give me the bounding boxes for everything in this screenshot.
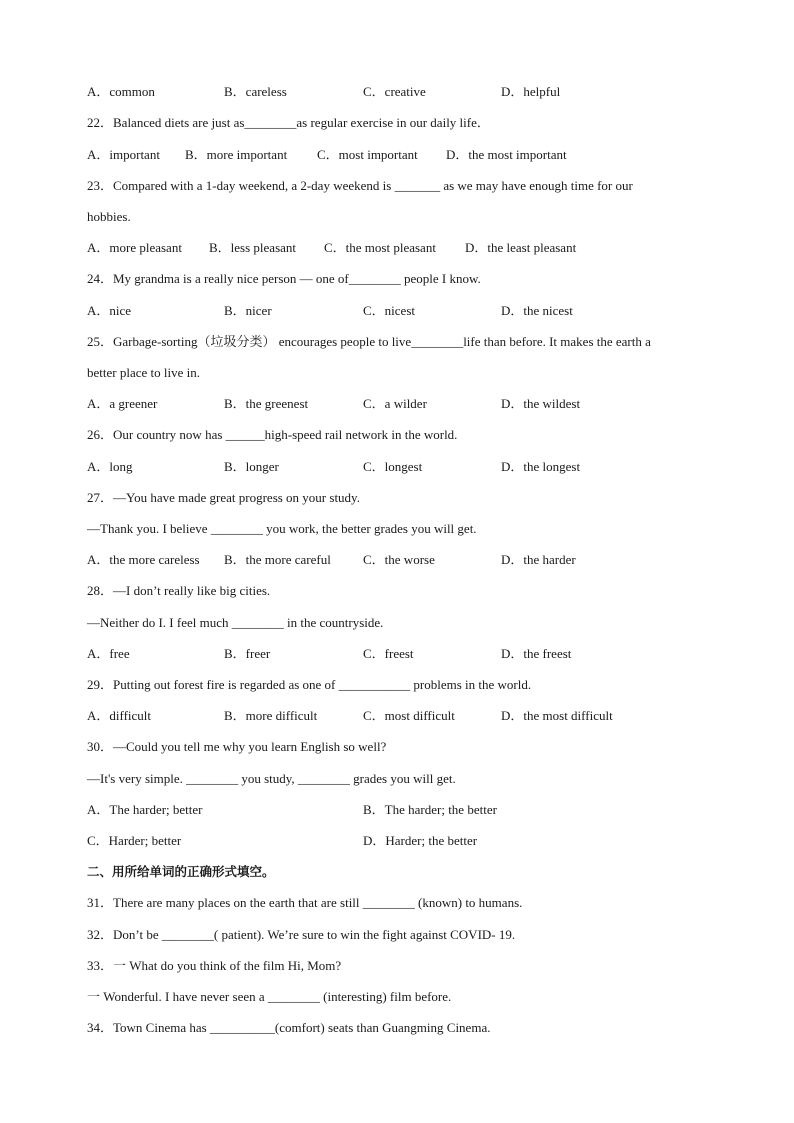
q22-option-a: A．important [87,147,160,162]
q23-option-d: D．the least pleasant [465,240,577,255]
q27-stem-continued: —Thank you. I believe ________ you work, the better grades you will get. [87,521,477,536]
q26-option-a: A．long [87,459,133,474]
q29-stem: 29．Putting out forest fire is regarded as one of ___________ problems in the world. [87,677,532,692]
q22-stem: 22．Balanced diets are just as________as regular exercise in our daily life． [87,115,490,130]
q30-stem: 30．—Could you tell me why you learn English so well? [87,739,387,754]
q28-stem: 28．—I don’t really like big cities. [87,583,271,598]
q24-option-a: A．nice [87,303,132,318]
q33-stem-continued: 一 Wonderful. I have never seen a ________ (interesting) film before. [87,989,452,1004]
q29-option-c: C．most difficult [363,708,455,723]
q21-option-c: C．creative [363,84,426,99]
q29-option-a: A．difficult [87,708,152,723]
q24-stem: 24．My grandma is a really nice person — one of________ people I know. [87,271,481,286]
q29-options [87,708,727,724]
q27-stem: 27．—You have made great progress on your study. [87,490,360,505]
q23-stem-continued: hobbies. [87,209,131,224]
q24-option-b: B．nicer [224,303,272,318]
q27-option-c: C．the worse [363,552,435,567]
q30-option-b: B．The harder; the better [363,802,497,817]
q24-option-c: C．nicest [363,303,415,318]
q34-stem: 34．Town Cinema has __________(comfort) seats than Guangming Cinema. [87,1020,491,1035]
q29-option-d: D．the most difficult [501,708,613,723]
q21-option-d: D．helpful [501,84,561,99]
q21-options [87,84,727,100]
q30-stem-continued: —It's very simple. ________ you study, ________ grades you will get. [87,771,456,786]
q23-option-c: C．the most pleasant [324,240,436,255]
q26-option-c: C．longest [363,459,423,474]
section-heading: 二、用所给单词的正确形式填空。 [87,864,275,879]
q22-option-b: B．more important [185,147,288,162]
q21-option-b: B．careless [224,84,287,99]
q24-options [87,303,727,319]
q22-option-c: C．most important [317,147,418,162]
q28-option-b: B．freer [224,646,271,661]
q25-option-c: C．a wilder [363,396,427,411]
q25-stem-continued: better place to live in. [87,365,200,380]
q23-stem: 23．Compared with a 1-day weekend, a 2-day weekend is _______ as we may have enough time for our [87,178,633,193]
q32-stem: 32．Don’t be ________( patient). We’re sure to win the fight against COVID- 19. [87,927,516,942]
q28-stem-continued: —Neither do I. I feel much ________ in the countryside. [87,615,384,630]
q31-stem: 31．There are many places on the earth that are still ________ (known) to humans. [87,895,523,910]
q30-options-row2 [87,833,727,849]
q24-option-d: D．the nicest [501,303,573,318]
q28-option-d: D．the freest [501,646,572,661]
q26-stem: 26．Our country now has ______high-speed rail network in the world. [87,427,458,442]
q22-options [87,147,727,163]
q27-option-a: A．the more careless [87,552,200,567]
q22-option-d: D．the most important [446,147,567,162]
q21-option-a: A．common [87,84,155,99]
q28-options [87,646,727,662]
q25-option-d: D．the wildest [501,396,581,411]
q23-option-b: B．less pleasant [209,240,297,255]
q30-option-c: C．Harder; better [87,833,182,848]
q33-stem: 33．一 What do you think of the film Hi, Mom? [87,958,342,973]
q26-option-d: D．the longest [501,459,581,474]
q25-options [87,396,727,412]
q30-options-row1 [87,802,727,818]
q30-option-d: D．Harder; the better [363,833,478,848]
q28-option-c: C．freest [363,646,414,661]
q25-stem: 25．Garbage-sorting（垃圾分类） encourages people to live________life than before. It makes the earth a [87,334,651,349]
q25-option-a: A．a greener [87,396,158,411]
q26-option-b: B．longer [224,459,279,474]
q27-options [87,552,727,568]
q27-option-d: D．the harder [501,552,576,567]
q29-option-b: B．more difficult [224,708,318,723]
q23-options [87,240,727,256]
q25-option-b: B．the greenest [224,396,309,411]
q23-option-a: A．more pleasant [87,240,182,255]
q30-option-a: A．The harder; better [87,802,203,817]
q26-options [87,459,727,475]
q27-option-b: B．the more careful [224,552,331,567]
q28-option-a: A．free [87,646,130,661]
